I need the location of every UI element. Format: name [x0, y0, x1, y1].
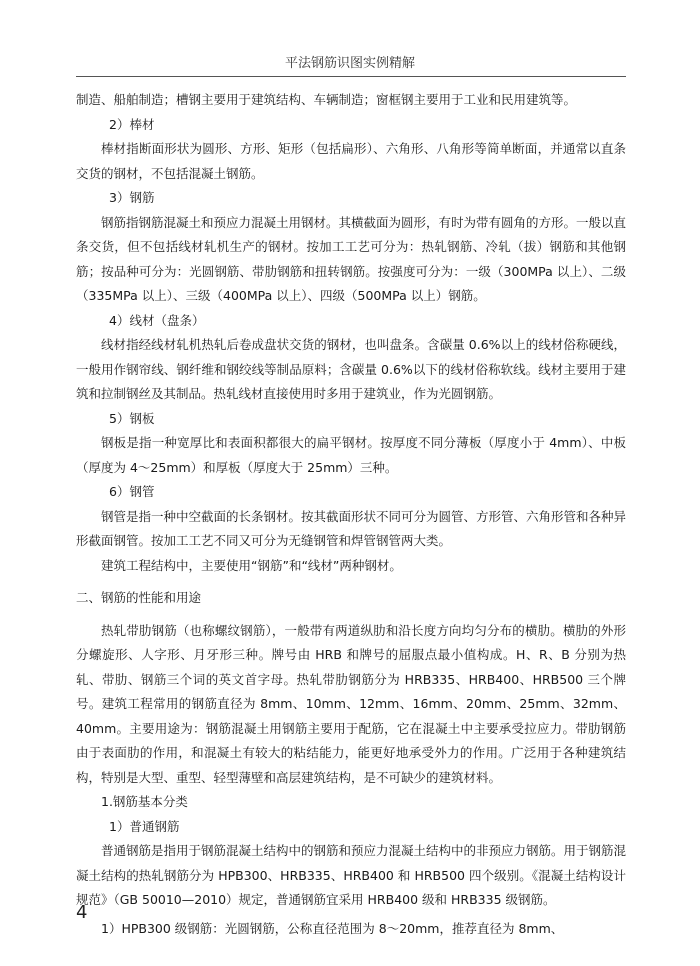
subheading: 4）线材（盘条） — [109, 312, 205, 328]
subheading: 1.钢筋基本分类 — [101, 794, 188, 809]
paragraph: 建筑工程结构中，主要使用“钢筋”和“线材”两种钢材。 — [101, 557, 402, 573]
subheading: 6）钢管 — [109, 484, 155, 499]
paragraph: 普通钢筋是指用于钢筋混凝土结构中的钢筋和预应力混凝土结构中的非预应力钢筋。用于钢筋混凝土结构的热轧钢筋分为 HPB300、HRB335、HRB400 和 HRB500 四个级别。《混凝土结构设计规范》（GB 50010—2010）规定，普通钢筋宜采用 HRB400 级和 HRB335 级钢筋。 — [76, 843, 627, 907]
page-number: 4 — [76, 902, 88, 923]
header-rule — [76, 76, 626, 77]
paragraph: 钢筋指钢筋混凝土和预应力混凝土用钢材。其横截面为圆形，有时为带有圆角的方形。一般以直条交货，但不包括线材轧机生产的钢材。按加工工艺可分为：热轧钢筋、冷轧（拔）钢筋和其他钢筋；按品种可分为：光圆钢筋、带肋钢筋和扭转钢筋。按强度可分为：一级（300MPa 以上）、二级（335MPa 以上）、三级（400MPa 以上）、四级（500MPa 以上）钢筋。 — [76, 214, 627, 303]
subheading: 5）钢板 — [109, 410, 155, 426]
running-header: 平法钢筋识图实例精解 — [284, 56, 415, 71]
paragraph: 棒材指断面形状为圆形、方形、矩形（包括扁形）、六角形、八角形等简单断面，并通常以直条交货的钢材，不包括混凝土钢筋。 — [76, 141, 626, 181]
section-heading: 二、钢筋的性能和用途 — [76, 590, 202, 605]
paragraph: 钢板是指一种宽厚比和表面积都很大的扁平钢材。按厚度不同分薄板（厚度小于 4mm）、中板（厚度为 4～25mm）和厚板（厚度大于 25mm）三种。 — [76, 435, 626, 475]
paragraph: 制造、船舶制造；槽钢主要用于建筑结构、车辆制造；窗框钢主要用于工业和民用建筑等。 — [76, 92, 577, 107]
paragraph: 钢管是指一种中空截面的长条钢材。按其截面形状不同可分为圆管、方形管、六角形管和各种异形截面钢管。按加工工艺不同又可分为无缝钢管和焊管钢管两大类。 — [76, 508, 627, 548]
paragraph: 线材指经线材轧机热轧后卷成盘状交货的钢材，也叫盘条。含碳量 0.6%以上的线材俗称硬线，一般用作钢帘线、钢纤维和钢绞线等制品原料；含碳量 0.6%以下的线材俗称软线。线材主要用于建筑和拉制钢丝及其制品。热轧线材直接使用时多用于建筑业，作为光圆钢筋。 — [76, 337, 626, 401]
subheading: 3）钢筋 — [109, 190, 155, 205]
subheading: 2）棒材 — [109, 116, 155, 132]
body-text — [76, 88, 626, 941]
paragraph: 热轧带肋钢筋（也称螺纹钢筋），一般带有两道纵肋和沿长度方向均匀分布的横肋。横肋的外形分螺旋形、人字形、月牙形三种。牌号由 HRB 和牌号的屈服点最小值构成。H、R、B 分别为热轧、带肋、钢筋三个词的英文首字母。热轧带肋钢筋分为 HRB335、HRB400、HRB500 三个牌号。建筑工程常用的钢筋直径为 8mm、10mm、12mm、16mm、20mm、25mm、32mm、40mm。主要用途为：钢筋混凝土用钢筋主要用于配筋，它在混凝土中主要承受拉应力。带肋钢筋由于表面肋的作用，和混凝土有较大的粘结能力，能更好地承受外力的作用。广泛用于各种建筑结构，特别是大型、重型、轻型薄壁和高层建筑结构，是不可缺少的建筑材料。 — [76, 622, 626, 785]
paragraph: 1）HPB300 级钢筋：光圆钢筋，公称直径范围为 8～20mm，推荐直径为 8mm、 — [101, 920, 564, 936]
subheading: 1）普通钢筋 — [109, 818, 180, 834]
